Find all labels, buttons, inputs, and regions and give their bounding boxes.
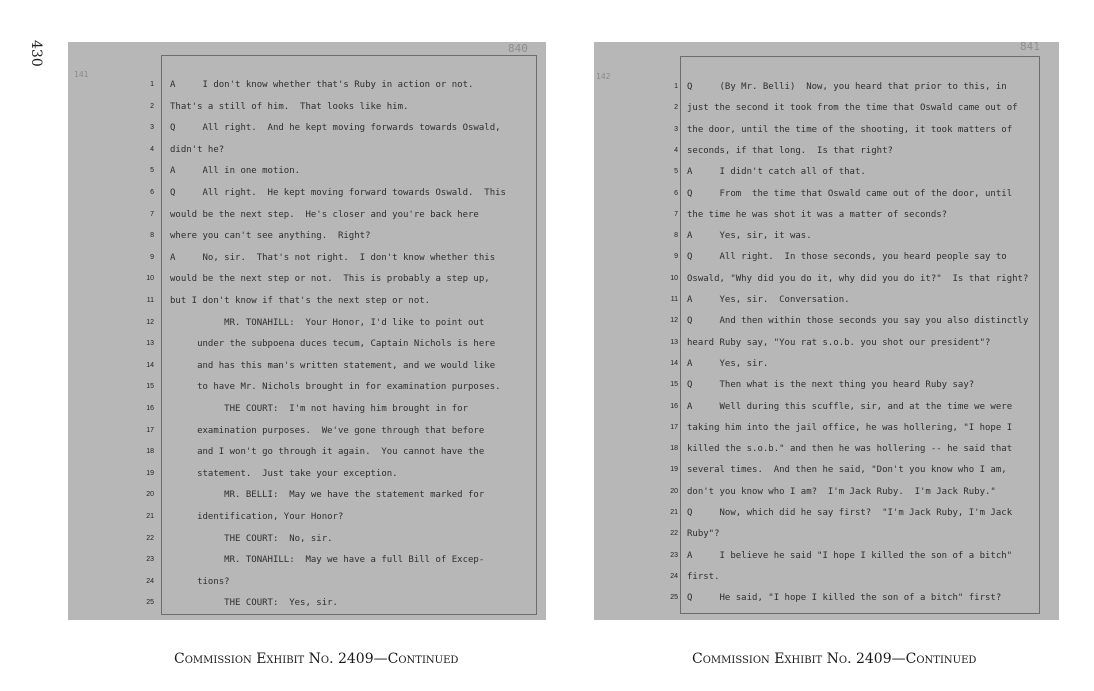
- transcript-line: identification, Your Honor?: [170, 512, 344, 522]
- transcript-line: Oswald, "Why did you do it, why did you do it?" Is that right?: [687, 273, 1029, 284]
- transcript-line: heard Ruby say, "You rat s.o.b. you shot our president"?: [687, 337, 991, 348]
- transcript-line: examination purposes. We've gone through that before: [170, 425, 485, 436]
- line-number: 14: [670, 359, 678, 367]
- transcript-line: would be the next step or not. This is probably a step up,: [170, 274, 490, 285]
- line-number: 24: [670, 572, 678, 580]
- line-number: 19: [146, 469, 154, 477]
- transcript-line: Q And then within those seconds you say you also distinctly: [687, 316, 1029, 327]
- transcript-line: Q All right. In those seconds, you heard people say to: [687, 252, 1007, 263]
- transcript-line: MR. TONAHILL: Your Honor, I'd like to point out: [170, 317, 485, 328]
- transcript-line: A Yes, sir, it was.: [687, 231, 812, 242]
- line-number: 12: [146, 318, 154, 326]
- line-number: 22: [670, 530, 678, 538]
- transcript-page-number: 840: [508, 42, 528, 55]
- line-number: 23: [146, 556, 154, 564]
- transcript-line: A All in one motion.: [170, 166, 301, 177]
- transcript-line: several times. And then he said, "Don't you know who I am,: [687, 465, 1007, 476]
- transcript-line: Ruby"?: [687, 529, 720, 540]
- transcript-line: A No, sir. That's not right. I don't know whether this: [170, 252, 496, 263]
- transcript-line: didn't he?: [170, 144, 225, 155]
- transcript-line: statement. Just take your exception.: [170, 468, 398, 479]
- line-number: 4: [674, 146, 678, 154]
- transcript-line: A I didn't catch all of that.: [687, 167, 866, 178]
- transcript-line: That's a still of him. That looks like him.: [170, 101, 409, 112]
- transcript-line: MR. TONAHILL: May we have a full Bill of Excep-: [170, 555, 485, 566]
- transcript-line: would be the next step. He's closer and you're back here: [170, 209, 479, 220]
- line-number: 23: [670, 551, 678, 559]
- line-number: 14: [146, 361, 154, 369]
- transcript-line: to have Mr. Nichols brought in for examination purposes.: [170, 382, 501, 393]
- transcript-line: Q (By Mr. Belli) Now, you heard that prior to this, in: [687, 82, 1007, 92]
- line-number: 24: [146, 577, 154, 585]
- line-number: 10: [146, 275, 154, 283]
- line-number: 17: [670, 423, 678, 431]
- transcript-line: but I don't know if that's the next step or not.: [170, 296, 431, 306]
- transcript-line: A Yes, sir. Conversation.: [687, 295, 850, 305]
- transcript-line: Q All right. And he kept moving forwards towards Oswald,: [170, 123, 501, 134]
- line-number: 6: [150, 189, 154, 196]
- line-number: 13: [146, 340, 154, 348]
- transcript-line: THE COURT: Yes, sir.: [170, 598, 338, 609]
- transcript-line: tions?: [170, 576, 230, 587]
- transcript-line: A Yes, sir.: [687, 358, 769, 369]
- transcript-line: taking him into the jail office, he was hollering, "I hope I: [687, 422, 1013, 433]
- exhibit-page-right: [594, 42, 1059, 620]
- transcript-line: the door, until the time of the shooting, it took matters of: [687, 124, 1013, 135]
- transcript-line: A I don't know whether that's Ruby in action or not.: [170, 80, 474, 90]
- line-number: 20: [146, 491, 154, 499]
- line-number: 17: [146, 426, 154, 434]
- book-page-number: 430: [28, 40, 44, 67]
- line-number: 3: [674, 125, 678, 133]
- line-number: 2: [150, 102, 154, 110]
- transcript-line: and I won't go through it again. You cannot have the: [170, 447, 485, 458]
- transcript-line: Q He said, "I hope I killed the son of a bitch" first?: [687, 593, 1002, 604]
- line-number: 16: [146, 405, 154, 412]
- page-border: [161, 55, 537, 615]
- transcript-line: and has this man's written statement, and we would like: [170, 360, 496, 371]
- line-number: 6: [674, 189, 678, 197]
- line-number: 18: [146, 448, 154, 456]
- line-number: 1: [674, 83, 678, 90]
- exhibit-caption-left: Commission Exhibit No. 2409—Continued: [174, 651, 459, 667]
- line-number: 8: [150, 232, 154, 240]
- transcript-line: the time he was shot it was a matter of seconds?: [687, 209, 948, 220]
- line-number: 13: [670, 338, 678, 346]
- line-number: 25: [670, 594, 678, 602]
- transcript-line: killed the s.o.b." and then he was hollering -- he said that: [687, 444, 1013, 455]
- transcript-line: seconds, if that long. Is that right?: [687, 145, 893, 156]
- line-number: 20: [670, 487, 678, 495]
- line-number: 8: [674, 232, 678, 240]
- transcript-line: Q From the time that Oswald came out of the door, until: [687, 188, 1013, 199]
- line-number: 3: [150, 124, 154, 132]
- line-number: 15: [146, 383, 154, 391]
- line-number: 10: [670, 274, 678, 282]
- line-number: 21: [146, 513, 154, 520]
- line-number: 16: [670, 402, 678, 410]
- exhibit-stamp: 142: [596, 72, 611, 81]
- transcript-line: just the second it took from the time that Oswald came out of: [687, 103, 1018, 114]
- transcript-line: A I believe he said "I hope I killed the son of a bitch": [687, 550, 1013, 561]
- exhibit-page-left: [68, 42, 546, 620]
- transcript-line: Q Then what is the next thing you heard Ruby say?: [687, 380, 975, 391]
- line-number: 22: [146, 534, 154, 542]
- transcript-line: Q Now, which did he say first? "I'm Jack Ruby, I'm Jack: [687, 508, 1013, 518]
- line-number: 18: [670, 445, 678, 453]
- transcript-line: where you can't see anything. Right?: [170, 231, 371, 242]
- transcript-line: Q All right. He kept moving forward towards Oswald. This: [170, 188, 506, 198]
- transcript-line: first.: [687, 571, 720, 582]
- line-number: 1: [150, 81, 154, 88]
- line-number: 5: [150, 167, 154, 175]
- transcript-line: MR. BELLI: May we have the statement marked for: [170, 490, 485, 501]
- page-border: [680, 56, 1040, 614]
- line-number: 11: [146, 297, 154, 304]
- line-number: 5: [674, 168, 678, 176]
- transcript-line: don't you know who I am? I'm Jack Ruby. I'm Jack Ruby.": [687, 486, 996, 497]
- transcript-line: A Well during this scuffle, sir, and at the time we were: [687, 401, 1013, 412]
- exhibit-stamp: 141: [74, 70, 89, 79]
- transcript-page-number: 841: [1020, 40, 1040, 53]
- line-number: 15: [670, 381, 678, 389]
- line-number: 7: [150, 210, 154, 218]
- line-number: 21: [670, 509, 678, 516]
- line-number: 11: [670, 296, 678, 303]
- transcript-line: THE COURT: No, sir.: [170, 533, 333, 544]
- exhibit-caption-right: Commission Exhibit No. 2409—Continued: [692, 651, 977, 667]
- line-number: 9: [674, 253, 678, 261]
- line-number: 7: [674, 210, 678, 218]
- line-number: 9: [150, 253, 154, 261]
- transcript-line: under the subpoena duces tecum, Captain Nichols is here: [170, 339, 496, 350]
- line-number: 19: [670, 466, 678, 474]
- line-number: 12: [670, 317, 678, 325]
- transcript-line: THE COURT: I'm not having him brought in for: [170, 404, 469, 414]
- line-number: 4: [150, 145, 154, 153]
- line-number: 2: [674, 104, 678, 112]
- line-number: 25: [146, 599, 154, 607]
